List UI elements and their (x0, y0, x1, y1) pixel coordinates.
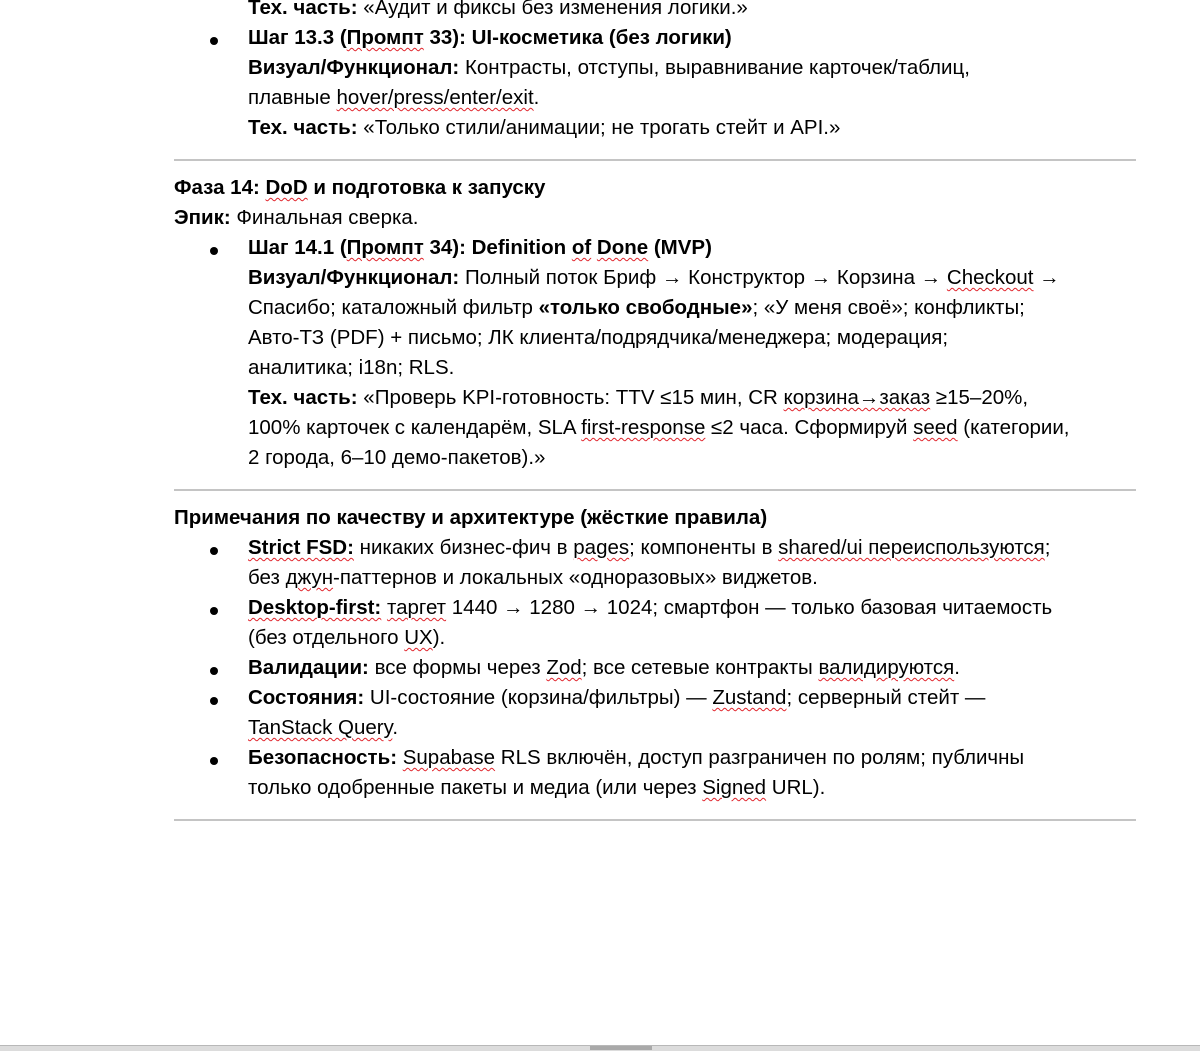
bullet-icon (210, 697, 218, 705)
section-divider (174, 159, 1136, 161)
section-divider (174, 819, 1136, 821)
tech-part-line: Тех. часть: «Только стили/анимации; не трогать стейт и API.» (248, 116, 841, 139)
bullet-icon (210, 667, 218, 675)
list-item-strict-fsd: Strict FSD: никаких бизнес-фич в pages; компоненты в shared/ui переиспользуются; без джун-паттернов и локальных «одноразовых» виджетов. (174, 533, 1136, 593)
visual-line-2: Спасибо; каталожный фильтр «только свободные»; «У меня своё»; конфликты; (248, 296, 1025, 319)
visual-line-4: аналитика; i18n; RLS. (248, 356, 455, 379)
bullet-icon (210, 607, 218, 615)
phase-title: Фаза 14: DoD и подготовка к запуску (174, 176, 546, 199)
tech-part-line-3: 2 города, 6–10 демо-пакетов).» (248, 446, 546, 469)
bullet-icon (210, 247, 218, 255)
list-item-step-13-3 (174, 23, 1136, 143)
phase-14-section (174, 173, 1136, 473)
list-item-step-14-1 (174, 233, 1136, 473)
visual-line: Визуал/Функционал: Полный поток Бриф → Конструктор → Корзина → Checkout → (248, 266, 1060, 289)
tech-part-line: Тех. часть: «Проверь KPI-готовность: TTV ≤15 мин, CR корзина→заказ ≥15–20%, (248, 386, 1029, 409)
bullet-icon (210, 37, 218, 45)
list-item-desktop-first: Desktop-first: таргет 1440 → 1280 → 1024; смартфон — только базовая читаемость (без отдельного UX). (174, 593, 1136, 653)
notes-title: Примечания по качеству и архитектуре (жёсткие правила) (174, 506, 768, 529)
notes-section (174, 503, 1136, 803)
scrollbar-thumb[interactable] (590, 1046, 652, 1050)
list-item (174, 0, 1136, 23)
list-item-state: Состояния: UI-состояние (корзина/фильтры) — Zustand; серверный стейт — TanStack Query. (174, 683, 1136, 743)
document-page (174, 0, 1136, 821)
bullet-icon (210, 547, 218, 555)
visual-line-2: плавные hover/press/enter/exit. (248, 86, 540, 109)
bullet-icon (210, 757, 218, 765)
visual-line: Визуал/Функционал: Контрасты, отступы, выравнивание карточек/таблиц, (248, 56, 970, 79)
step-title: Шаг 14.1 (Промпт 34): Definition of Done (MVP) (248, 236, 712, 259)
list-item-security: Безопасность: Supabase RLS включён, доступ разграничен по ролям; публичны только одобренные пакеты и медиа (или через Signed URL). (174, 743, 1136, 803)
list-item-validation: Валидации: все формы через Zod; все сетевые контракты валидируются. (174, 653, 1136, 683)
step-title: Шаг 13.3 (Промпт 33): UI-косметика (без логики) (248, 26, 732, 49)
tech-part-line-2: 100% карточек с календарём, SLA first-response ≤2 часа. Сформируй seed (категории, (248, 416, 1070, 439)
epic-line: Эпик: Финальная сверка. (174, 206, 419, 229)
visual-line-3: Авто-ТЗ (PDF) + письмо; ЛК клиента/подрядчика/менеджера; модерация; (248, 326, 949, 349)
tech-part-line: Тех. часть: «Аудит и фиксы без изменения логики.» (248, 0, 748, 19)
section-divider (174, 489, 1136, 491)
